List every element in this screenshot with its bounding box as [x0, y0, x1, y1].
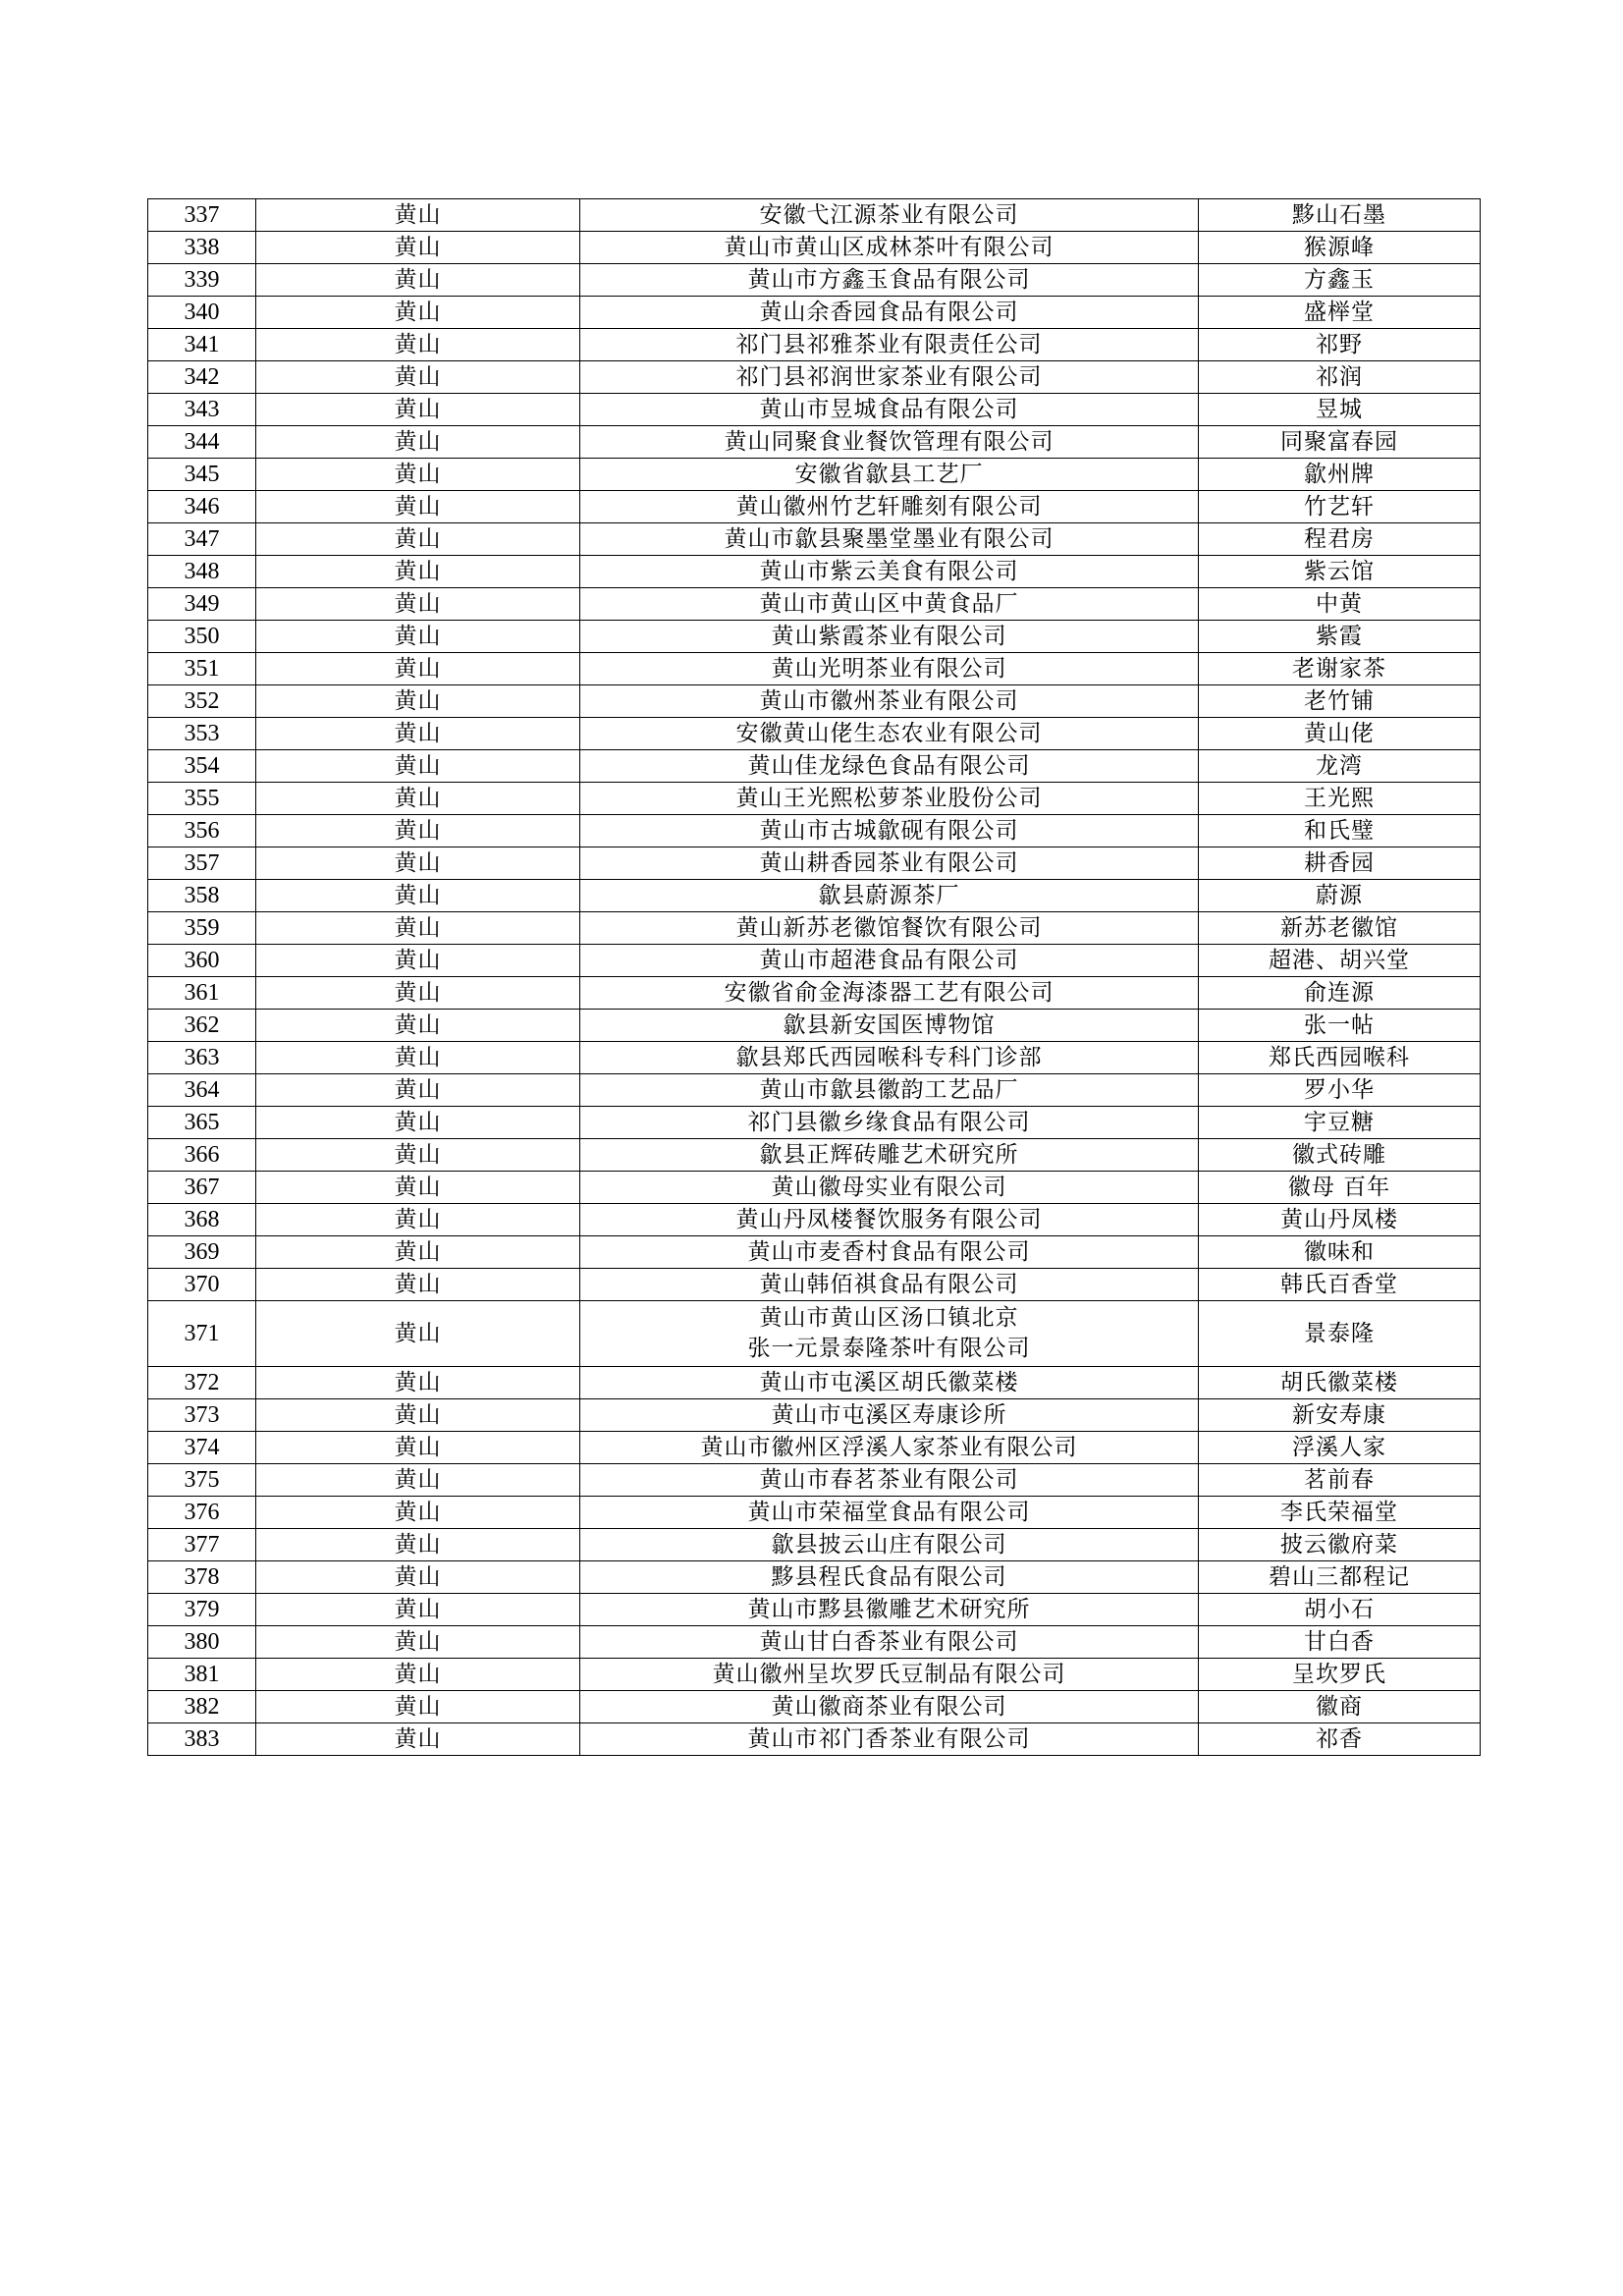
company-cell [580, 880, 1199, 912]
region-cell: 黄山 [256, 329, 580, 361]
company-name-line: 黄山同聚食业餐饮管理有限公司 [724, 428, 1055, 455]
row-number-cell: 353 [148, 718, 256, 750]
brand-cell: 披云徽府菜 [1199, 1529, 1481, 1561]
company-cell [580, 783, 1199, 815]
region-cell: 黄山 [256, 1399, 580, 1432]
company-name-line: 黄山市黄山区中黄食品厂 [759, 590, 1019, 617]
company-cell [580, 556, 1199, 588]
company-cell [580, 1659, 1199, 1691]
company-cell [580, 718, 1199, 750]
row-number-cell: 361 [148, 977, 256, 1010]
company-cell [580, 653, 1199, 685]
region-cell: 黄山 [256, 621, 580, 653]
company-cell [580, 297, 1199, 329]
table-row [148, 1594, 1481, 1626]
company-cell [580, 977, 1199, 1010]
table-row [148, 1010, 1481, 1042]
company-cell [580, 523, 1199, 556]
company-name-line: 黄山市屯溪区胡氏徽菜楼 [759, 1369, 1019, 1395]
company-name-line: 黄山耕香园茶业有限公司 [759, 849, 1019, 876]
region-cell: 黄山 [256, 426, 580, 459]
company-cell [580, 945, 1199, 977]
company-name-line: 安徽弋江源茶业有限公司 [759, 201, 1019, 228]
region-cell: 黄山 [256, 1497, 580, 1529]
brand-cell: 呈坎罗氏 [1199, 1659, 1481, 1691]
row-number-cell: 355 [148, 783, 256, 815]
brand-cell: 王光熙 [1199, 783, 1481, 815]
row-number-cell: 343 [148, 394, 256, 426]
region-cell: 黄山 [256, 880, 580, 912]
company-cell [580, 750, 1199, 783]
region-cell: 黄山 [256, 718, 580, 750]
region-cell: 黄山 [256, 491, 580, 523]
table-row [148, 491, 1481, 523]
company-name-line: 黄山市歙县徽韵工艺品厂 [759, 1076, 1019, 1103]
row-number-cell: 349 [148, 588, 256, 621]
company-name-line: 黄山紫霞茶业有限公司 [771, 623, 1007, 649]
brand-cell: 中黄 [1199, 588, 1481, 621]
company-cell [580, 685, 1199, 718]
row-number-cell: 347 [148, 523, 256, 556]
brand-cell: 老竹铺 [1199, 685, 1481, 718]
brand-cell: 歙州牌 [1199, 459, 1481, 491]
brand-cell: 罗小华 [1199, 1074, 1481, 1107]
region-cell: 黄山 [256, 653, 580, 685]
row-number-cell: 358 [148, 880, 256, 912]
table-row [148, 1432, 1481, 1464]
company-name-line: 祁门县祁润世家茶业有限公司 [735, 363, 1043, 390]
table-row [148, 232, 1481, 264]
region-cell: 黄山 [256, 1529, 580, 1561]
company-cell [580, 1561, 1199, 1594]
region-cell: 黄山 [256, 1269, 580, 1301]
company-name-line: 黄山徽母实业有限公司 [771, 1174, 1007, 1200]
table-row [148, 685, 1481, 718]
brand-cell: 龙湾 [1199, 750, 1481, 783]
brand-cell: 李氏荣福堂 [1199, 1497, 1481, 1529]
brand-cell: 昱城 [1199, 394, 1481, 426]
company-name-line: 安徽省俞金海漆器工艺有限公司 [724, 979, 1055, 1006]
row-number-cell: 356 [148, 815, 256, 847]
region-cell: 黄山 [256, 588, 580, 621]
company-cell [580, 1691, 1199, 1723]
table-row [148, 750, 1481, 783]
company-name-line: 歙县郑氏西园喉科专科门诊部 [735, 1044, 1043, 1070]
company-cell [580, 426, 1199, 459]
table-row [148, 394, 1481, 426]
row-number-cell: 344 [148, 426, 256, 459]
region-cell: 黄山 [256, 783, 580, 815]
table-row [148, 426, 1481, 459]
region-cell: 黄山 [256, 847, 580, 880]
row-number-cell: 373 [148, 1399, 256, 1432]
company-name-line: 黄山市屯溪区寿康诊所 [771, 1401, 1007, 1428]
region-cell: 黄山 [256, 199, 580, 232]
brand-cell: 胡氏徽菜楼 [1199, 1367, 1481, 1399]
company-cell [580, 1042, 1199, 1074]
row-number-cell: 365 [148, 1107, 256, 1139]
company-cell [580, 1432, 1199, 1464]
brand-cell: 祁香 [1199, 1723, 1481, 1756]
row-number-cell: 364 [148, 1074, 256, 1107]
table-row [148, 1367, 1481, 1399]
brand-cell: 郑氏西园喉科 [1199, 1042, 1481, 1074]
brand-cell: 和氏璧 [1199, 815, 1481, 847]
company-name-line: 黄山市紫云美食有限公司 [759, 558, 1019, 584]
brand-cell: 胡小石 [1199, 1594, 1481, 1626]
row-number-cell: 351 [148, 653, 256, 685]
company-name-line: 黄山市徽州区浮溪人家茶业有限公司 [700, 1434, 1078, 1460]
company-name-line: 黄山市黄山区汤口镇北京 [759, 1305, 1019, 1331]
region-cell: 黄山 [256, 912, 580, 945]
region-cell: 黄山 [256, 750, 580, 783]
company-name-line: 黄山市祁门香茶业有限公司 [747, 1725, 1031, 1752]
region-cell: 黄山 [256, 945, 580, 977]
region-cell: 黄山 [256, 1561, 580, 1594]
brand-cell: 竹艺轩 [1199, 491, 1481, 523]
table-row [148, 1204, 1481, 1236]
table-row [148, 1269, 1481, 1301]
table-row [148, 523, 1481, 556]
row-number-cell: 342 [148, 361, 256, 394]
row-number-cell: 346 [148, 491, 256, 523]
table-row [148, 1139, 1481, 1172]
row-number-cell: 366 [148, 1139, 256, 1172]
brand-cell: 浮溪人家 [1199, 1432, 1481, 1464]
company-name-line: 黄山市荣福堂食品有限公司 [747, 1499, 1031, 1525]
company-name-line: 黄山市歙县聚墨堂墨业有限公司 [724, 525, 1055, 552]
region-cell: 黄山 [256, 1010, 580, 1042]
row-number-cell: 352 [148, 685, 256, 718]
brand-cell: 同聚富春园 [1199, 426, 1481, 459]
company-name-line: 黄山市古城歙砚有限公司 [759, 817, 1019, 844]
company-cell [580, 264, 1199, 297]
region-cell: 黄山 [256, 1139, 580, 1172]
region-cell: 黄山 [256, 1074, 580, 1107]
table-row [148, 783, 1481, 815]
table-row [148, 1172, 1481, 1204]
company-cell [580, 394, 1199, 426]
brand-cell: 徽母 百年 [1199, 1172, 1481, 1204]
brand-cell: 黟山石墨 [1199, 199, 1481, 232]
company-cell [580, 1464, 1199, 1497]
brand-cell: 宇豆糖 [1199, 1107, 1481, 1139]
row-number-cell: 363 [148, 1042, 256, 1074]
region-cell: 黄山 [256, 685, 580, 718]
row-number-cell: 382 [148, 1691, 256, 1723]
company-cell [580, 1236, 1199, 1269]
company-name-line: 黄山市昱城食品有限公司 [759, 396, 1019, 422]
brand-cell: 紫霞 [1199, 621, 1481, 653]
region-cell: 黄山 [256, 1107, 580, 1139]
brand-cell: 盛榉堂 [1199, 297, 1481, 329]
region-cell: 黄山 [256, 1204, 580, 1236]
brand-cell: 黄山佬 [1199, 718, 1481, 750]
company-cell [580, 491, 1199, 523]
region-cell: 黄山 [256, 1723, 580, 1756]
row-number-cell: 379 [148, 1594, 256, 1626]
company-cell [580, 588, 1199, 621]
company-name-line: 黄山徽州竹艺轩雕刻有限公司 [735, 493, 1043, 519]
brand-cell: 张一帖 [1199, 1010, 1481, 1042]
company-cell [580, 1172, 1199, 1204]
company-name-line: 祁门县徽乡缘食品有限公司 [747, 1109, 1031, 1135]
region-cell: 黄山 [256, 556, 580, 588]
brand-cell: 黄山丹凤楼 [1199, 1204, 1481, 1236]
row-number-cell: 368 [148, 1204, 256, 1236]
brand-cell: 俞连源 [1199, 977, 1481, 1010]
company-cell [580, 847, 1199, 880]
row-number-cell: 370 [148, 1269, 256, 1301]
brand-cell: 超港、胡兴堂 [1199, 945, 1481, 977]
brand-cell: 蔚源 [1199, 880, 1481, 912]
brand-cell: 景泰隆 [1199, 1301, 1481, 1367]
table-row [148, 1042, 1481, 1074]
company-name-line: 黄山市黟县徽雕艺术研究所 [747, 1596, 1031, 1622]
row-number-cell: 337 [148, 199, 256, 232]
table-row [148, 264, 1481, 297]
company-cell [580, 1010, 1199, 1042]
brand-cell: 新安寿康 [1199, 1399, 1481, 1432]
row-number-cell: 340 [148, 297, 256, 329]
brand-cell: 碧山三都程记 [1199, 1561, 1481, 1594]
row-number-cell: 357 [148, 847, 256, 880]
table-row [148, 621, 1481, 653]
brand-cell: 徽商 [1199, 1691, 1481, 1723]
region-cell: 黄山 [256, 1594, 580, 1626]
table-row [148, 1399, 1481, 1432]
region-cell: 黄山 [256, 1172, 580, 1204]
company-name-line: 黄山新苏老徽馆餐饮有限公司 [735, 914, 1043, 941]
company-name-line: 黄山徽州呈坎罗氏豆制品有限公司 [712, 1661, 1066, 1687]
brand-cell: 茗前春 [1199, 1464, 1481, 1497]
company-cell [580, 1269, 1199, 1301]
company-name-line: 祁门县祁雅茶业有限责任公司 [735, 331, 1043, 357]
table-row [148, 588, 1481, 621]
company-name-line: 张一元景泰隆茶叶有限公司 [747, 1336, 1031, 1361]
table-row [148, 459, 1481, 491]
company-cell [580, 1626, 1199, 1659]
brand-cell: 韩氏百香堂 [1199, 1269, 1481, 1301]
region-cell: 黄山 [256, 1236, 580, 1269]
region-cell: 黄山 [256, 1367, 580, 1399]
region-cell: 黄山 [256, 1301, 580, 1367]
region-cell: 黄山 [256, 977, 580, 1010]
company-name-line: 歙县蔚源茶厂 [818, 882, 960, 908]
company-cell [580, 329, 1199, 361]
brand-cell: 耕香园 [1199, 847, 1481, 880]
table-row [148, 1464, 1481, 1497]
table-row [148, 199, 1481, 232]
region-cell: 黄山 [256, 1691, 580, 1723]
row-number-cell: 339 [148, 264, 256, 297]
company-name-line: 黄山市方鑫玉食品有限公司 [747, 266, 1031, 293]
company-name-line: 黄山韩佰祺食品有限公司 [759, 1271, 1019, 1297]
company-name-line: 黄山光明茶业有限公司 [771, 655, 1007, 682]
row-number-cell: 375 [148, 1464, 256, 1497]
table-row [148, 880, 1481, 912]
company-cell [580, 199, 1199, 232]
table-row [148, 653, 1481, 685]
region-cell: 黄山 [256, 1042, 580, 1074]
region-cell: 黄山 [256, 361, 580, 394]
company-cell [580, 1723, 1199, 1756]
region-cell: 黄山 [256, 1464, 580, 1497]
row-number-cell: 348 [148, 556, 256, 588]
company-name-line: 黄山甘白香茶业有限公司 [759, 1628, 1019, 1655]
row-number-cell: 354 [148, 750, 256, 783]
region-cell: 黄山 [256, 1659, 580, 1691]
region-cell: 黄山 [256, 232, 580, 264]
row-number-cell: 372 [148, 1367, 256, 1399]
row-number-cell: 341 [148, 329, 256, 361]
table-row [148, 1626, 1481, 1659]
row-number-cell: 374 [148, 1432, 256, 1464]
company-name-line: 黄山王光熙松萝茶业股份公司 [735, 785, 1043, 811]
table-row [148, 847, 1481, 880]
company-cell [580, 459, 1199, 491]
table-row [148, 1236, 1481, 1269]
table-row [148, 1561, 1481, 1594]
company-name-line: 黄山市黄山区成林茶叶有限公司 [724, 234, 1055, 260]
row-number-cell: 371 [148, 1301, 256, 1367]
row-number-cell: 377 [148, 1529, 256, 1561]
table-row [148, 1107, 1481, 1139]
table-row [148, 556, 1481, 588]
company-cell [580, 1204, 1199, 1236]
brand-list-table [147, 198, 1481, 1756]
brand-cell: 祁润 [1199, 361, 1481, 394]
row-number-cell: 369 [148, 1236, 256, 1269]
table-row [148, 912, 1481, 945]
region-cell: 黄山 [256, 264, 580, 297]
brand-cell: 徽味和 [1199, 1236, 1481, 1269]
row-number-cell: 380 [148, 1626, 256, 1659]
company-name-line: 安徽黄山佬生态农业有限公司 [735, 720, 1043, 746]
company-cell [580, 912, 1199, 945]
brand-cell: 程君房 [1199, 523, 1481, 556]
table-row [148, 718, 1481, 750]
table-row [148, 977, 1481, 1010]
company-cell [580, 1107, 1199, 1139]
company-name-line: 黟县程氏食品有限公司 [771, 1563, 1007, 1590]
company-cell [580, 1594, 1199, 1626]
company-name-line: 黄山丹凤楼餐饮服务有限公司 [735, 1206, 1043, 1232]
company-name-line: 黄山市超港食品有限公司 [759, 947, 1019, 973]
company-cell [580, 1074, 1199, 1107]
company-name-line: 黄山市春茗茶业有限公司 [759, 1466, 1019, 1493]
brand-cell: 祁野 [1199, 329, 1481, 361]
table-row [148, 1301, 1481, 1367]
table-row [148, 1723, 1481, 1756]
table-row [148, 1691, 1481, 1723]
region-cell: 黄山 [256, 297, 580, 329]
region-cell: 黄山 [256, 1432, 580, 1464]
table-row [148, 1074, 1481, 1107]
region-cell: 黄山 [256, 1626, 580, 1659]
company-cell [580, 1399, 1199, 1432]
row-number-cell: 376 [148, 1497, 256, 1529]
brand-cell: 紫云馆 [1199, 556, 1481, 588]
company-cell [580, 1367, 1199, 1399]
company-name-line: 歙县新安国医博物馆 [783, 1011, 996, 1038]
company-cell [580, 232, 1199, 264]
company-name-line: 黄山余香园食品有限公司 [759, 299, 1019, 325]
row-number-cell: 359 [148, 912, 256, 945]
row-number-cell: 360 [148, 945, 256, 977]
company-name-line: 歙县披云山庄有限公司 [771, 1531, 1007, 1558]
company-name-line: 黄山市徽州茶业有限公司 [759, 687, 1019, 714]
table-body [148, 199, 1481, 1756]
brand-cell: 徽式砖雕 [1199, 1139, 1481, 1172]
table-row [148, 361, 1481, 394]
row-number-cell: 338 [148, 232, 256, 264]
company-name-line: 黄山徽商茶业有限公司 [771, 1693, 1007, 1720]
table-row [148, 1529, 1481, 1561]
company-name-line: 黄山市麦香村食品有限公司 [747, 1238, 1031, 1265]
table-row [148, 945, 1481, 977]
table-row [148, 297, 1481, 329]
company-cell [580, 1529, 1199, 1561]
company-cell [580, 1497, 1199, 1529]
company-name-line: 黄山佳龙绿色食品有限公司 [747, 752, 1031, 779]
company-cell [580, 621, 1199, 653]
row-number-cell: 345 [148, 459, 256, 491]
company-cell [580, 1301, 1199, 1367]
brand-cell: 新苏老徽馆 [1199, 912, 1481, 945]
company-name-line: 歙县正辉砖雕艺术研究所 [759, 1141, 1019, 1168]
table-row [148, 1497, 1481, 1529]
brand-cell: 猴源峰 [1199, 232, 1481, 264]
company-name-line: 安徽省歙县工艺厂 [794, 461, 984, 487]
brand-cell: 老谢家茶 [1199, 653, 1481, 685]
row-number-cell: 383 [148, 1723, 256, 1756]
table-row [148, 815, 1481, 847]
company-cell [580, 1139, 1199, 1172]
region-cell: 黄山 [256, 523, 580, 556]
company-cell [580, 361, 1199, 394]
brand-cell: 甘白香 [1199, 1626, 1481, 1659]
table-row [148, 329, 1481, 361]
region-cell: 黄山 [256, 459, 580, 491]
region-cell: 黄山 [256, 815, 580, 847]
row-number-cell: 381 [148, 1659, 256, 1691]
brand-cell: 方鑫玉 [1199, 264, 1481, 297]
row-number-cell: 378 [148, 1561, 256, 1594]
table-row [148, 1659, 1481, 1691]
row-number-cell: 350 [148, 621, 256, 653]
row-number-cell: 362 [148, 1010, 256, 1042]
row-number-cell: 367 [148, 1172, 256, 1204]
region-cell: 黄山 [256, 394, 580, 426]
company-cell [580, 815, 1199, 847]
